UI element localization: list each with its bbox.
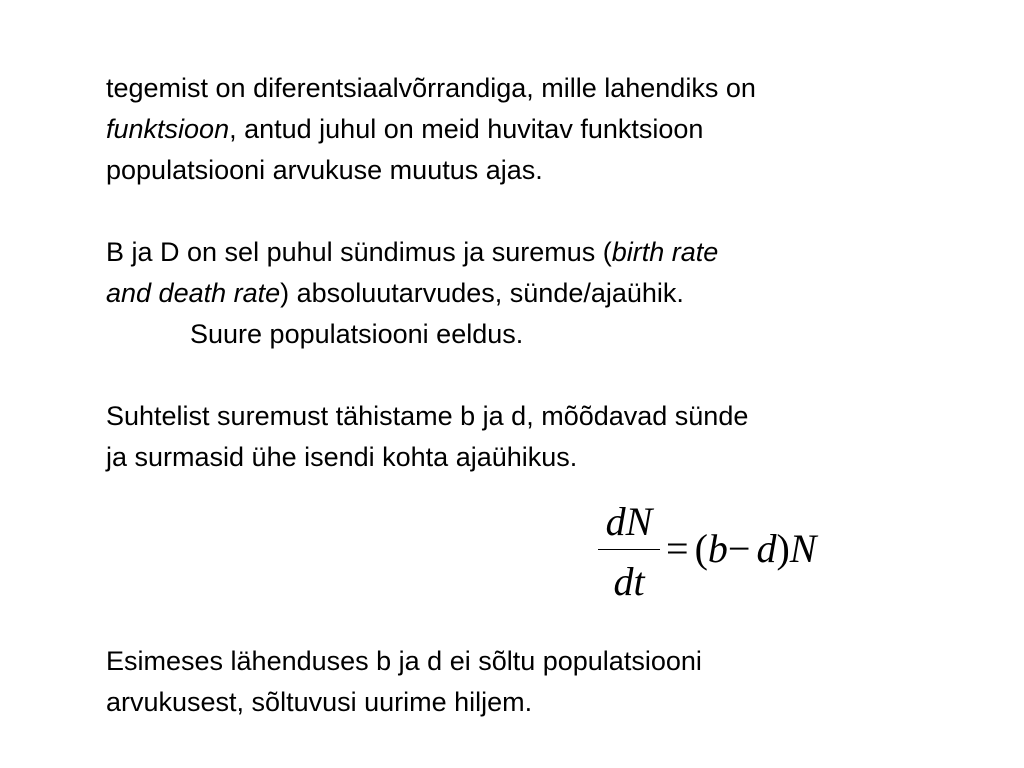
text-line: populatsiooni arvukuse muutus ajas. bbox=[106, 155, 543, 185]
text-line: arvukusest, sõltuvusi uurime hiljem. bbox=[106, 687, 533, 717]
close-paren: ) bbox=[776, 526, 790, 571]
paragraph-differential-equation bbox=[106, 68, 756, 191]
fraction-bar bbox=[598, 549, 660, 550]
text-span: , antud juhul on meid huvitav funktsioon bbox=[229, 114, 704, 144]
text-line: Suhtelist suremust tähistame b ja d, mõõdavad sünde bbox=[106, 401, 749, 431]
italic-term: and death rate bbox=[106, 278, 281, 308]
equals-sign: = bbox=[666, 526, 689, 571]
text-line bbox=[106, 109, 756, 150]
variable-N: N bbox=[789, 526, 817, 571]
text-line-indented: Suure populatsiooni eeldus. bbox=[190, 319, 524, 349]
fraction-numerator: dN bbox=[605, 499, 653, 544]
fraction-denominator: dt bbox=[613, 559, 645, 604]
text-line: Esimeses lähenduses b ja d ei sõltu populatsiooni bbox=[106, 646, 702, 676]
text-span: B ja D on sel puhul sündimus ja suremus ( bbox=[106, 237, 612, 267]
text-span: ) absoluutarvudes, sünde/ajaühik. bbox=[280, 278, 684, 308]
text-line bbox=[106, 273, 718, 314]
paragraph-approximation bbox=[106, 641, 702, 723]
equation-right-side bbox=[666, 527, 816, 571]
text-line: tegemist on diferentsiaalvõrrandiga, mille lahendiks on bbox=[106, 73, 756, 103]
paragraph-relative-rates bbox=[106, 396, 748, 478]
variable-d: d bbox=[756, 526, 777, 571]
italic-term: birth rate bbox=[611, 237, 719, 267]
variable-b: b bbox=[707, 526, 728, 571]
text-line: ja surmasid ühe isendi kohta ajaühikus. bbox=[106, 442, 578, 472]
minus-sign: − bbox=[727, 526, 751, 571]
text-line bbox=[106, 232, 718, 273]
italic-term: funktsioon bbox=[106, 114, 230, 144]
paragraph-birth-death-rates bbox=[106, 232, 718, 355]
open-paren: ( bbox=[694, 526, 708, 571]
